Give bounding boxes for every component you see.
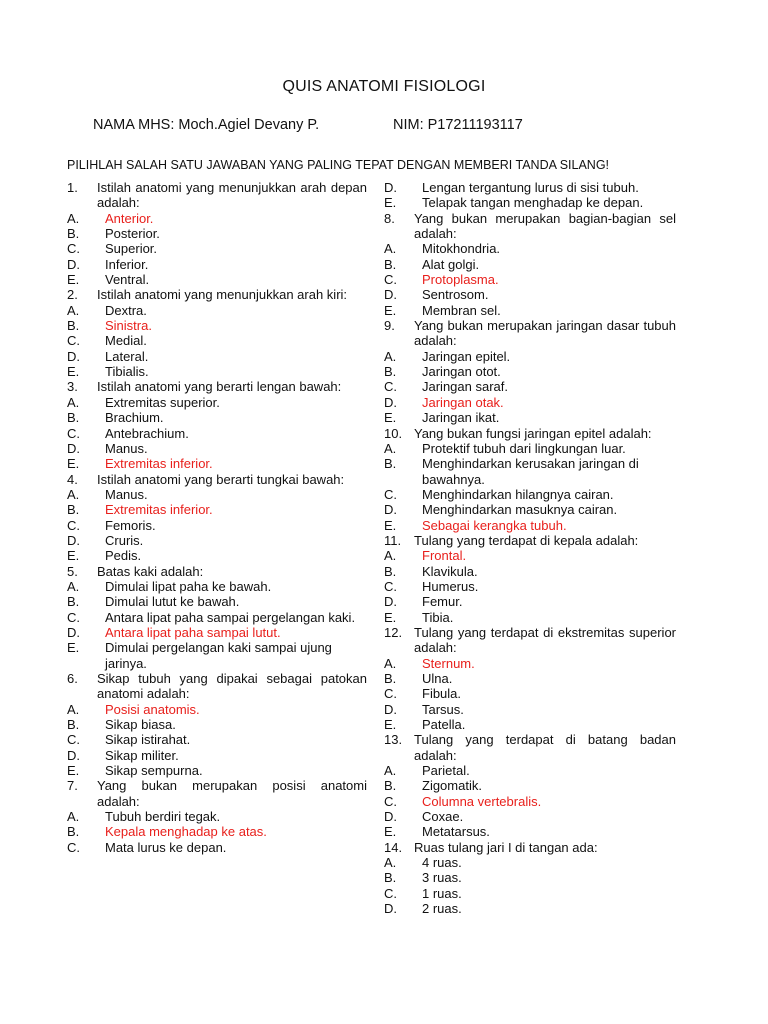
option-text: Antara lipat paha sampai lutut. bbox=[105, 624, 281, 640]
option-text: Dimulai pergelangan kaki sampai ujung jarinya. bbox=[105, 640, 332, 671]
option-label: D. bbox=[384, 502, 397, 518]
question-text: Istilah anatomi yang menunjukkan arah depan adalah: bbox=[97, 180, 367, 211]
option-text: Jaringan saraf. bbox=[422, 379, 508, 395]
answer-option bbox=[67, 533, 367, 548]
answer-option bbox=[67, 809, 367, 824]
option-label: E. bbox=[384, 302, 397, 318]
option-label: C. bbox=[384, 793, 397, 809]
option-text: Zigomatik. bbox=[422, 778, 482, 794]
answer-option bbox=[384, 287, 676, 302]
option-text: Menghindarkan masuknya cairan. bbox=[422, 502, 618, 518]
answer-option bbox=[384, 901, 676, 916]
answer-option bbox=[384, 241, 676, 256]
answer-option bbox=[384, 686, 676, 701]
answer-option bbox=[67, 257, 367, 272]
option-label: A. bbox=[67, 701, 80, 717]
question bbox=[67, 671, 367, 702]
option-label: D. bbox=[67, 348, 80, 364]
answer-option bbox=[384, 487, 676, 502]
answer-option-marked bbox=[384, 272, 676, 287]
answer-option bbox=[67, 732, 367, 747]
option-text: Patella. bbox=[422, 717, 466, 733]
option-text: Sikap militer. bbox=[105, 747, 179, 763]
question-number: 6. bbox=[67, 671, 78, 686]
option-text: Sentrosom. bbox=[422, 287, 489, 303]
option-text: Manus. bbox=[105, 486, 148, 502]
option-text: Klavikula. bbox=[422, 563, 478, 579]
option-label: D. bbox=[67, 747, 80, 763]
answer-option bbox=[384, 824, 676, 839]
option-label: A. bbox=[67, 809, 80, 825]
option-text: Lengan tergantung lurus di sisi tubuh. bbox=[422, 180, 639, 195]
option-text: Jaringan epitel. bbox=[422, 348, 511, 364]
option-label: E. bbox=[67, 640, 80, 656]
question-text: Sikap tubuh yang dipakai sebagai patokan anatomi adalah: bbox=[97, 671, 367, 702]
option-label: E. bbox=[384, 517, 397, 533]
option-text: Menghindarkan hilangnya cairan. bbox=[422, 486, 614, 502]
instruction: PILIHLAH SALAH SATU JAWABAN YANG PALING TEPAT DENGAN MEMBERI TANDA SILANG! bbox=[67, 158, 610, 172]
question-text: Tulang yang terdapat di kepala adalah: bbox=[414, 532, 639, 548]
option-label: D. bbox=[67, 440, 80, 456]
option-label: C. bbox=[67, 517, 80, 533]
answer-option-marked bbox=[384, 395, 676, 410]
option-label: B. bbox=[67, 594, 80, 610]
option-label: A. bbox=[384, 440, 397, 456]
question-number: 14. bbox=[384, 839, 403, 855]
answer-option bbox=[384, 702, 676, 717]
option-label: A. bbox=[67, 578, 80, 594]
right-column bbox=[384, 180, 676, 917]
option-text: Dimulai lutut ke bawah. bbox=[105, 594, 240, 610]
option-label: B. bbox=[67, 824, 80, 840]
option-text: Fibula. bbox=[422, 686, 462, 702]
question-number: 11. bbox=[384, 532, 402, 548]
option-label: B. bbox=[67, 717, 80, 733]
option-label: D. bbox=[384, 901, 397, 917]
question-number: 8. bbox=[384, 210, 395, 226]
answer-option bbox=[384, 502, 676, 517]
option-text: Pedis. bbox=[105, 548, 142, 564]
answer-option bbox=[67, 349, 367, 364]
answer-option bbox=[67, 395, 367, 410]
option-text: Alat golgi. bbox=[422, 256, 480, 272]
option-text: Telapak tangan menghadap ke depan. bbox=[422, 195, 644, 211]
option-label: E. bbox=[67, 364, 80, 380]
answer-option-marked bbox=[67, 211, 367, 226]
answer-option bbox=[384, 855, 676, 870]
option-label: A. bbox=[384, 241, 397, 257]
answer-option bbox=[384, 870, 676, 885]
question bbox=[67, 564, 367, 579]
option-text: Frontal. bbox=[422, 548, 467, 564]
answer-option bbox=[384, 809, 676, 824]
question bbox=[67, 379, 367, 394]
question-number: 13. bbox=[384, 732, 403, 748]
option-label: A. bbox=[67, 210, 80, 226]
answer-option-marked bbox=[67, 318, 367, 333]
question-number: 1. bbox=[67, 180, 78, 195]
question-text: Yang bukan merupakan bagian-bagian sel adalah: bbox=[414, 210, 676, 242]
answer-option bbox=[384, 349, 676, 364]
option-label: C. bbox=[384, 379, 397, 395]
answer-option bbox=[67, 748, 367, 763]
option-label: E. bbox=[384, 824, 397, 840]
left-column bbox=[67, 180, 367, 855]
option-label: A. bbox=[67, 394, 80, 410]
answer-option bbox=[384, 671, 676, 686]
option-text: Posisi anatomis. bbox=[105, 701, 200, 717]
option-label: E. bbox=[384, 195, 397, 211]
question-text: Yang bukan merupakan posisi anatomi adalah: bbox=[97, 778, 367, 809]
option-text: Tarsus. bbox=[422, 701, 464, 717]
option-label: C. bbox=[67, 241, 80, 257]
question-text: Istilah anatomi yang berarti lengan bawah: bbox=[97, 379, 342, 395]
question-text: Istilah anatomi yang menunjukkan arah kiri: bbox=[97, 287, 348, 303]
question bbox=[67, 472, 367, 487]
question-number: 9. bbox=[384, 318, 395, 334]
option-text: Medial. bbox=[105, 333, 147, 349]
option-text: Jaringan ikat. bbox=[422, 410, 500, 426]
option-label: E. bbox=[384, 717, 397, 733]
answer-option bbox=[67, 487, 367, 502]
answer-option bbox=[384, 180, 676, 195]
option-text: Sikap sempurna. bbox=[105, 763, 203, 779]
student-nim: NIM: P17211193117 bbox=[393, 117, 523, 133]
answer-option bbox=[384, 594, 676, 609]
answer-option bbox=[384, 303, 676, 318]
answer-option-marked bbox=[384, 518, 676, 533]
question-number: 12. bbox=[384, 624, 403, 640]
option-label: D. bbox=[384, 594, 397, 610]
option-text: Dextra. bbox=[105, 302, 147, 318]
option-label: B. bbox=[384, 778, 397, 794]
answer-option bbox=[384, 456, 676, 487]
answer-option bbox=[67, 303, 367, 318]
option-text: Antara lipat paha sampai pergelangan kaki. bbox=[105, 609, 356, 625]
answer-option bbox=[67, 548, 367, 563]
option-text: Sebagai kerangka tubuh. bbox=[422, 517, 567, 533]
option-label: C. bbox=[384, 686, 397, 702]
option-text: Extremitas inferior. bbox=[105, 456, 213, 472]
option-label: E. bbox=[67, 548, 80, 564]
option-text: Parietal. bbox=[422, 763, 470, 779]
question-text: Tulang yang terdapat di ekstremitas superior adalah: bbox=[414, 624, 676, 656]
option-text: Posterior. bbox=[105, 226, 160, 242]
answer-option bbox=[67, 410, 367, 425]
option-text: Manus. bbox=[105, 440, 148, 456]
answer-option bbox=[67, 441, 367, 456]
option-text: Brachium. bbox=[105, 410, 164, 426]
option-text: Humerus. bbox=[422, 578, 479, 594]
option-label: B. bbox=[384, 364, 397, 380]
option-text: Extremitas inferior. bbox=[105, 502, 213, 518]
question bbox=[67, 778, 367, 809]
option-label: B. bbox=[384, 256, 397, 272]
answer-option bbox=[67, 518, 367, 533]
option-text: Menghindarkan kerusakan jaringan di bawahnya. bbox=[422, 456, 639, 487]
option-text: Lateral. bbox=[105, 348, 149, 364]
answer-option bbox=[384, 364, 676, 379]
answer-option-marked bbox=[67, 824, 367, 839]
option-text: Mata lurus ke depan. bbox=[105, 839, 227, 855]
option-label: B. bbox=[67, 410, 80, 426]
option-text: Sikap istirahat. bbox=[105, 732, 191, 748]
option-label: C. bbox=[384, 272, 397, 288]
option-label: D. bbox=[384, 180, 397, 195]
option-label: A. bbox=[384, 763, 397, 779]
option-label: E. bbox=[384, 410, 397, 426]
question bbox=[67, 180, 367, 211]
answer-option bbox=[384, 579, 676, 594]
answer-option bbox=[67, 226, 367, 241]
answer-option bbox=[67, 840, 367, 855]
option-label: E. bbox=[67, 272, 80, 288]
question bbox=[67, 287, 367, 302]
question bbox=[384, 533, 676, 548]
question-text: Tulang yang terdapat di batang badan adalah: bbox=[414, 732, 676, 763]
option-label: B. bbox=[67, 502, 80, 518]
option-label: C. bbox=[67, 839, 80, 855]
answer-option bbox=[67, 717, 367, 732]
question-text: Yang bukan fungsi jaringan epitel adalah: bbox=[414, 425, 652, 441]
option-label: B. bbox=[67, 318, 80, 334]
option-label: B. bbox=[384, 870, 397, 886]
option-label: E. bbox=[67, 456, 80, 472]
option-text: Tubuh berdiri tegak. bbox=[105, 809, 221, 825]
answer-option bbox=[67, 272, 367, 287]
answer-option bbox=[67, 333, 367, 348]
option-text: Metatarsus. bbox=[422, 824, 490, 840]
answer-option bbox=[67, 763, 367, 778]
option-text: Extremitas superior. bbox=[105, 394, 220, 410]
answer-option bbox=[384, 379, 676, 394]
answer-option bbox=[384, 257, 676, 272]
option-label: C. bbox=[384, 486, 397, 502]
question bbox=[384, 840, 676, 855]
option-text: 2 ruas. bbox=[422, 901, 462, 917]
answer-option bbox=[67, 640, 367, 671]
option-label: C. bbox=[384, 578, 397, 594]
answer-option bbox=[67, 594, 367, 609]
option-text: Ventral. bbox=[105, 272, 150, 288]
option-label: D. bbox=[384, 701, 397, 717]
option-label: A. bbox=[384, 855, 397, 871]
option-text: Anterior. bbox=[105, 210, 154, 226]
answer-option bbox=[384, 717, 676, 732]
option-label: D. bbox=[384, 394, 397, 410]
option-label: C. bbox=[67, 732, 80, 748]
answer-option bbox=[67, 241, 367, 256]
option-text: Kepala menghadap ke atas. bbox=[105, 824, 267, 840]
answer-option bbox=[384, 763, 676, 778]
question-number: 7. bbox=[67, 778, 78, 794]
option-label: A. bbox=[67, 486, 80, 502]
answer-option-marked bbox=[384, 548, 676, 563]
answer-option-marked bbox=[67, 502, 367, 517]
option-text: Mitokhondria. bbox=[422, 241, 501, 257]
answer-option bbox=[384, 410, 676, 425]
answer-option-marked bbox=[384, 794, 676, 809]
option-text: Sinistra. bbox=[105, 318, 152, 334]
answer-option bbox=[67, 364, 367, 379]
answer-option-marked bbox=[67, 625, 367, 640]
option-text: Sternum. bbox=[422, 655, 475, 671]
option-label: D. bbox=[384, 809, 397, 825]
question bbox=[384, 625, 676, 656]
question-text: Yang bukan merupakan jaringan dasar tubuh adalah: bbox=[414, 318, 676, 349]
answer-option bbox=[384, 778, 676, 793]
option-text: Jaringan otot. bbox=[422, 364, 501, 380]
option-text: 4 ruas. bbox=[422, 855, 462, 871]
option-text: Inferior. bbox=[105, 256, 149, 272]
answer-option-marked bbox=[67, 702, 367, 717]
option-label: B. bbox=[384, 671, 397, 686]
option-text: Sikap biasa. bbox=[105, 717, 176, 733]
question-number: 2. bbox=[67, 287, 78, 303]
option-label: D. bbox=[67, 624, 80, 640]
question-number: 5. bbox=[67, 563, 78, 579]
option-text: Coxae. bbox=[422, 809, 464, 825]
option-text: Antebrachium. bbox=[105, 425, 189, 441]
option-text: Femur. bbox=[422, 594, 463, 610]
option-label: C. bbox=[384, 885, 397, 901]
question bbox=[384, 318, 676, 349]
option-label: A. bbox=[384, 548, 397, 564]
option-text: Protektif tubuh dari lingkungan luar. bbox=[422, 440, 626, 456]
answer-option bbox=[67, 426, 367, 441]
question-number: 3. bbox=[67, 379, 78, 395]
page-title: QUIS ANATOMI FISIOLOGI bbox=[282, 78, 486, 95]
option-label: E. bbox=[67, 763, 80, 779]
option-text: Ulna. bbox=[422, 671, 453, 686]
answer-option bbox=[67, 610, 367, 625]
option-label: D. bbox=[384, 287, 397, 303]
answer-option-marked bbox=[67, 456, 367, 471]
question-text: Ruas tulang jari I di tangan ada: bbox=[414, 839, 598, 855]
option-label: B. bbox=[67, 226, 80, 242]
answer-option-marked bbox=[384, 656, 676, 671]
option-label: A. bbox=[67, 302, 80, 318]
option-text: Jaringan otak. bbox=[422, 394, 504, 410]
option-text: Superior. bbox=[105, 241, 158, 257]
question-text: Istilah anatomi yang berarti tungkai bawah: bbox=[97, 471, 345, 487]
option-label: A. bbox=[384, 348, 397, 364]
option-text: Protoplasma. bbox=[422, 272, 499, 288]
answer-option bbox=[384, 441, 676, 456]
option-text: Membran sel. bbox=[422, 302, 501, 318]
option-text: Tibialis. bbox=[105, 364, 149, 380]
option-label: B. bbox=[384, 456, 397, 472]
answer-option bbox=[384, 564, 676, 579]
option-text: Cruris. bbox=[105, 532, 144, 548]
question bbox=[384, 732, 676, 763]
question-number: 10. bbox=[384, 425, 403, 441]
option-text: Femoris. bbox=[105, 517, 156, 533]
option-label: E. bbox=[384, 609, 397, 625]
question bbox=[384, 211, 676, 242]
option-label: C. bbox=[67, 333, 80, 349]
option-text: Columna vertebralis. bbox=[422, 793, 542, 809]
question-text: Batas kaki adalah: bbox=[97, 563, 204, 579]
option-label: D. bbox=[67, 532, 80, 548]
answer-option bbox=[384, 195, 676, 210]
answer-option bbox=[384, 886, 676, 901]
answer-option bbox=[67, 579, 367, 594]
option-label: C. bbox=[67, 609, 80, 625]
option-text: Tibia. bbox=[422, 609, 454, 625]
option-label: D. bbox=[67, 256, 80, 272]
option-text: 1 ruas. bbox=[422, 885, 462, 901]
option-text: Dimulai lipat paha ke bawah. bbox=[105, 578, 272, 594]
option-text: 3 ruas. bbox=[422, 870, 462, 886]
student-name: NAMA MHS: Moch.Agiel Devany P. bbox=[93, 117, 320, 133]
option-label: C. bbox=[67, 425, 80, 441]
question-number: 4. bbox=[67, 471, 78, 487]
answer-option bbox=[384, 610, 676, 625]
option-label: B. bbox=[384, 563, 397, 579]
option-label: A. bbox=[384, 655, 397, 671]
question bbox=[384, 426, 676, 441]
